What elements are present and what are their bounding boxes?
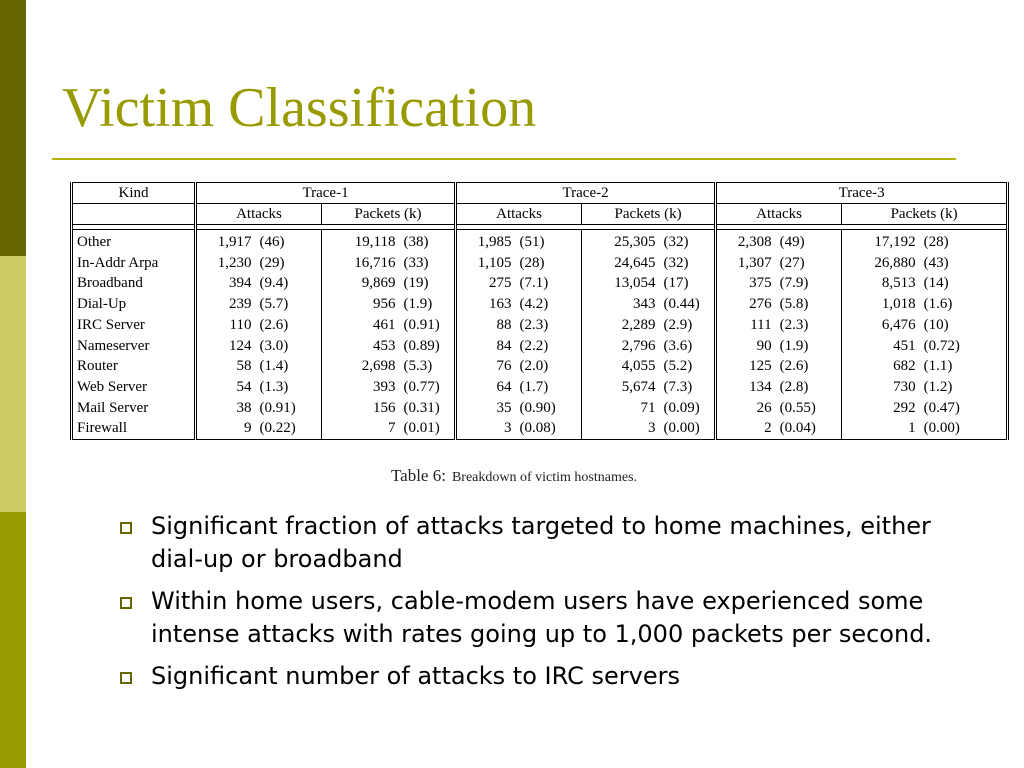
cell-packets-pct: (0.89) xyxy=(400,336,456,357)
cell-attacks-pct: (49) xyxy=(779,234,805,250)
cell-packets-pct: (0.09) xyxy=(660,398,716,419)
side-bar-segment-dark xyxy=(0,0,26,256)
cell-attacks-pct: (3.0) xyxy=(259,337,289,354)
cell-packets-pct: (38) xyxy=(400,230,456,253)
cell-attacks-pct: (2.2) xyxy=(519,337,549,354)
cell-packets-pct: (43) xyxy=(920,253,1008,274)
cell-packets-pct: (32) xyxy=(660,253,716,274)
subheader-packets-3: Packets (k) xyxy=(842,204,1008,225)
cell-packets: 71 xyxy=(582,398,660,419)
cell-attacks: 1,917 xyxy=(217,234,252,250)
table-row xyxy=(72,315,1008,336)
cell-packets-pct: (0.72) xyxy=(920,336,1008,357)
table-row xyxy=(72,273,1008,294)
cell-attacks: 375 xyxy=(749,275,772,292)
cell-attacks: 1,985 xyxy=(477,234,512,250)
cell-packets-pct: (3.6) xyxy=(660,336,716,357)
cell-attacks-pct: (27) xyxy=(779,254,805,271)
cell-attacks: 124 xyxy=(229,337,252,354)
header-trace-1: Trace-1 xyxy=(196,183,456,204)
cell-packets: 4,055 xyxy=(582,356,660,377)
cell-packets-pct: (17) xyxy=(660,273,716,294)
table-caption xyxy=(0,466,1024,486)
cell-kind: Nameserver xyxy=(72,336,196,357)
table-row xyxy=(72,418,1008,439)
table-subheader-row xyxy=(72,204,1008,225)
cell-packets-pct: (2.9) xyxy=(660,315,716,336)
cell-packets: 26,880 xyxy=(842,253,920,274)
cell-attacks: 38 xyxy=(236,399,252,416)
cell-attacks-pct: (0.91) xyxy=(259,399,296,416)
cell-packets-pct: (7.3) xyxy=(660,377,716,398)
table-body xyxy=(72,225,1008,440)
cell-attacks-pct: (0.04) xyxy=(776,418,842,439)
caption-text: Breakdown of victim hostnames. xyxy=(451,470,638,485)
square-bullet-icon xyxy=(120,597,132,609)
cell-attacks-pct: (1.3) xyxy=(259,378,289,395)
cell-packets: 5,674 xyxy=(582,377,660,398)
cell-attacks-pct: (5.7) xyxy=(259,296,289,313)
cell-attacks: 35 xyxy=(496,399,512,416)
header-trace-3: Trace-3 xyxy=(716,183,1008,204)
cell-attacks: 58 xyxy=(236,358,252,375)
cell-attacks: 394 xyxy=(229,275,252,292)
cell-packets: 1 xyxy=(842,418,920,439)
cell-packets: 292 xyxy=(842,398,920,419)
cell-attacks: 2 xyxy=(716,418,776,439)
cell-packets-pct: (10) xyxy=(920,315,1008,336)
cell-kind: In-Addr Arpa xyxy=(72,253,196,274)
cell-packets-pct: (0.31) xyxy=(400,398,456,419)
cell-attacks-pct: (1.7) xyxy=(519,378,549,395)
cell-attacks-pct: (7.1) xyxy=(519,275,549,292)
caption-label: Table 6: xyxy=(390,466,446,485)
cell-packets-pct: (19) xyxy=(400,273,456,294)
cell-attacks: 163 xyxy=(489,296,512,313)
cell-packets: 2,698 xyxy=(322,356,400,377)
cell-attacks: 134 xyxy=(749,378,772,395)
cell-attacks-pct: (2.3) xyxy=(779,316,809,333)
table-header-row xyxy=(72,183,1008,204)
subheader-blank xyxy=(72,204,196,225)
slide-title: Victim Classification xyxy=(62,77,537,139)
cell-packets: 682 xyxy=(842,356,920,377)
cell-attacks: 76 xyxy=(496,358,512,375)
cell-attacks-pct: (5.8) xyxy=(779,296,809,313)
cell-packets-pct: (1.6) xyxy=(920,294,1008,315)
cell-attacks-pct: (4.2) xyxy=(519,296,549,313)
cell-packets: 16,716 xyxy=(322,253,400,274)
cell-attacks: 64 xyxy=(496,378,512,395)
bullet-text: Within home users, cable-modem users have experienced some intense attacks with rates going up to 1,000 packets per second. xyxy=(151,587,933,648)
cell-packets-pct: (14) xyxy=(920,273,1008,294)
cell-packets: 17,192 xyxy=(842,230,920,253)
square-bullet-icon xyxy=(120,672,132,684)
cell-kind: Router xyxy=(72,356,196,377)
cell-attacks-pct: (2.0) xyxy=(519,358,549,375)
cell-attacks: 26 xyxy=(756,399,772,416)
cell-packets-pct: (5.2) xyxy=(660,356,716,377)
table-row xyxy=(72,356,1008,377)
cell-attacks-pct: (2.6) xyxy=(259,316,289,333)
cell-packets: 461 xyxy=(322,315,400,336)
bullet-text: Significant fraction of attacks targeted to home machines, either dial-up or broadband xyxy=(151,512,931,573)
cell-attacks-pct: (2.6) xyxy=(779,358,809,375)
cell-attacks: 2,308 xyxy=(737,234,772,250)
cell-attacks: 110 xyxy=(229,316,252,333)
cell-kind: Web Server xyxy=(72,377,196,398)
table-row xyxy=(72,336,1008,357)
cell-packets: 24,645 xyxy=(582,253,660,274)
cell-attacks: 111 xyxy=(750,316,772,333)
cell-attacks-pct: (2.3) xyxy=(519,316,549,333)
cell-attacks-pct: (0.08) xyxy=(516,418,582,439)
subheader-packets-1: Packets (k) xyxy=(322,204,456,225)
subheader-attacks-3: Attacks xyxy=(716,204,842,225)
cell-attacks: 125 xyxy=(749,358,772,375)
cell-packets: 3 xyxy=(582,418,660,439)
cell-attacks: 276 xyxy=(749,296,772,313)
cell-packets-pct: (33) xyxy=(400,253,456,274)
cell-kind: Other xyxy=(72,230,196,253)
cell-kind: IRC Server xyxy=(72,315,196,336)
cell-attacks-pct: (2.8) xyxy=(779,378,809,395)
header-kind: Kind xyxy=(72,183,196,204)
cell-packets: 393 xyxy=(322,377,400,398)
cell-packets: 453 xyxy=(322,336,400,357)
side-decoration-bar xyxy=(0,0,26,768)
cell-attacks: 275 xyxy=(489,275,512,292)
table-row xyxy=(72,230,1008,253)
bullet-item xyxy=(118,660,988,693)
cell-attacks: 54 xyxy=(236,378,252,395)
cell-attacks-pct: (1.9) xyxy=(779,337,809,354)
cell-attacks: 1,105 xyxy=(477,254,512,271)
subheader-attacks-2: Attacks xyxy=(456,204,582,225)
cell-packets-pct: (1.2) xyxy=(920,377,1008,398)
cell-packets: 2,289 xyxy=(582,315,660,336)
cell-attacks-pct: (7.9) xyxy=(779,275,809,292)
cell-packets: 956 xyxy=(322,294,400,315)
cell-packets: 451 xyxy=(842,336,920,357)
cell-attacks-pct: (46) xyxy=(259,234,285,250)
cell-packets-pct: (28) xyxy=(920,230,1008,253)
cell-packets-pct: (0.77) xyxy=(400,377,456,398)
cell-packets: 156 xyxy=(322,398,400,419)
bullet-item xyxy=(118,585,988,651)
cell-attacks: 1,307 xyxy=(737,254,772,271)
cell-attacks-pct: (0.55) xyxy=(779,399,816,416)
cell-packets: 2,796 xyxy=(582,336,660,357)
bullet-text: Significant number of attacks to IRC servers xyxy=(151,662,680,690)
cell-kind: Mail Server xyxy=(72,398,196,419)
cell-packets: 6,476 xyxy=(842,315,920,336)
title-underline xyxy=(52,158,956,160)
cell-attacks-pct: (28) xyxy=(519,254,545,271)
cell-packets: 8,513 xyxy=(842,273,920,294)
cell-packets-pct: (5.3) xyxy=(400,356,456,377)
subheader-packets-2: Packets (k) xyxy=(582,204,716,225)
cell-attacks: 1,230 xyxy=(217,254,252,271)
cell-packets-pct: (0.00) xyxy=(920,418,1008,439)
cell-packets-pct: (0.47) xyxy=(920,398,1008,419)
cell-attacks-pct: (1.4) xyxy=(259,358,289,375)
cell-packets: 19,118 xyxy=(322,230,400,253)
cell-attacks: 84 xyxy=(496,337,512,354)
subheader-attacks-1: Attacks xyxy=(196,204,322,225)
side-bar-segment-mid xyxy=(0,512,26,768)
victim-table xyxy=(70,182,1009,440)
table-row xyxy=(72,398,1008,419)
bullet-list xyxy=(118,510,988,702)
cell-packets: 1,018 xyxy=(842,294,920,315)
cell-attacks-pct: (9.4) xyxy=(259,275,289,292)
cell-attacks-pct: (0.22) xyxy=(256,418,322,439)
cell-packets-pct: (0.91) xyxy=(400,315,456,336)
cell-packets: 25,305 xyxy=(582,230,660,253)
cell-packets-pct: (1.1) xyxy=(920,356,1008,377)
cell-packets-pct: (1.9) xyxy=(400,294,456,315)
table-row xyxy=(72,253,1008,274)
cell-kind: Dial-Up xyxy=(72,294,196,315)
square-bullet-icon xyxy=(120,522,132,534)
cell-packets: 13,054 xyxy=(582,273,660,294)
cell-attacks: 9 xyxy=(196,418,256,439)
cell-kind: Broadband xyxy=(72,273,196,294)
cell-packets: 730 xyxy=(842,377,920,398)
cell-attacks-pct: (0.90) xyxy=(519,399,556,416)
cell-packets-pct: (0.00) xyxy=(660,418,716,439)
cell-packets-pct: (0.01) xyxy=(400,418,456,439)
cell-attacks-pct: (51) xyxy=(519,234,545,250)
cell-attacks: 3 xyxy=(456,418,516,439)
header-trace-2: Trace-2 xyxy=(456,183,716,204)
table-row xyxy=(72,377,1008,398)
table-row xyxy=(72,294,1008,315)
cell-packets-pct: (32) xyxy=(660,230,716,253)
cell-packets-pct: (0.44) xyxy=(660,294,716,315)
cell-attacks: 90 xyxy=(756,337,772,354)
table-container xyxy=(70,182,986,440)
cell-attacks: 88 xyxy=(496,316,512,333)
cell-packets: 9,869 xyxy=(322,273,400,294)
cell-packets: 7 xyxy=(322,418,400,439)
cell-attacks-pct: (29) xyxy=(259,254,285,271)
cell-kind: Firewall xyxy=(72,418,196,439)
cell-packets: 343 xyxy=(582,294,660,315)
bullet-item xyxy=(118,510,988,576)
cell-attacks: 239 xyxy=(229,296,252,313)
